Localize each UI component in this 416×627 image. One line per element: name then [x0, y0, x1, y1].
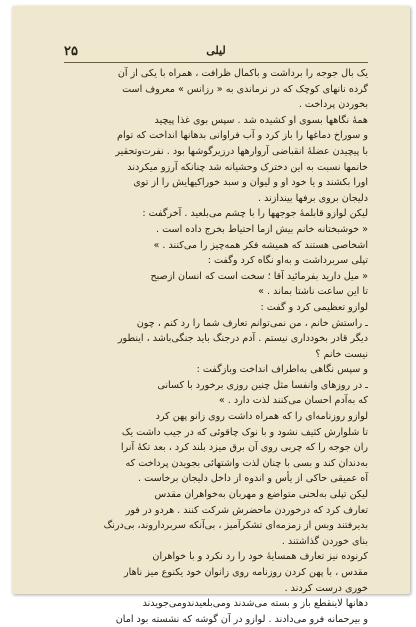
text-line: تا این ساعت ناشتا بماند . »	[258, 286, 368, 298]
text-line: تا شلوارش کثیف نشود و با نوک چاقوئی که در جیب داشت یک	[121, 426, 368, 438]
text-line: ـ راستش خانم ، من نمی‌توانم تعارف شما را رد کنم ، چون	[136, 317, 368, 329]
running-title: لیلی	[206, 44, 226, 57]
text-line: ران جوجه را که چربی روی آن برق میزد بلند کرد ، بعد تکهٔ آنرا	[120, 442, 368, 454]
text-line: « میل دارید بفرمائید آقا ؛ سخت است که انسان ازصبح	[150, 270, 368, 282]
text-line: و بیرحمانه فرو می‌دادند . لوازو در آن گوشه که نشسته بود امان	[115, 613, 368, 625]
page-number: ۲۵	[64, 44, 78, 59]
text-line: و سوراخ دماغها را باز کرد و آب فراوانی بدهانها انداخت که توام	[117, 130, 368, 142]
text-line: مقدس ، با پهن کردن روزنامه روی زانوان خود یکنوع میز ناهار	[124, 567, 368, 578]
body-text	[64, 66, 368, 627]
text-line: یک بال جوجه را برداشت و باکمال ظرافت ، همراه با یکی از آن	[117, 68, 368, 79]
text-line: با پیچیدن عضلهٔ انقباضی آروارهها درزیرگوشها بود . نفرت‌وتحقیر	[115, 145, 368, 157]
text-line: کرنوده نیز تعارف همسایهٔ خود را رد نکرد و با خواهران	[152, 551, 368, 563]
text-line: همهٔ نگاهها بسوی او کشیده شد . سپس بوی غذا پیچید	[154, 114, 368, 126]
text-line: خانمها نسبت به این دخترک وحشیانه شد چنانکه آرزو میکردند	[127, 161, 368, 173]
text-line: دهانها لاینقطع باز و بسته می‌شدند ومی‌بلعیدندومی‌جویدند	[142, 598, 368, 610]
text-line: دیگر قادر بخودداری نیستم . آدم درجنگ باید جنگی‌باشد ، اینطور	[117, 333, 368, 345]
text-line: و سپس نگاهی به‌اطراف انداخت وبازگفت :	[196, 364, 368, 376]
page-header	[64, 44, 368, 63]
text-line: خوری درست کردند .	[284, 582, 368, 594]
text-line: که به‌آدم احسان می‌کنند لذت دارد . »	[218, 395, 368, 407]
text-line: نیست خانم ؟	[315, 348, 368, 360]
text-line: به‌دندان کند و بسی با چنان لذت واشتهائی بجویدن پرداخت که	[125, 457, 368, 469]
book-page	[12, 6, 410, 625]
text-line: تعارف کرد که درخوردن ماحضرش شرکت کنند . هردو در فور	[125, 504, 368, 516]
text-line: تپلی سربرداشت و به‌او نگاه کرد وگفت :	[207, 255, 368, 267]
text-line: بخوردن پرداخت .	[298, 99, 368, 111]
text-line: بدیرفتند وبس از زمزمه‌ای تشکرآمیز ، بی‌آنکه سربرداروند، بی‌درنگ	[103, 520, 368, 532]
text-line: لیکن لوازو قابلمهٔ جوجهها را با چشم می‌بلعید . آخرگفت :	[142, 208, 368, 220]
text-line: بنای خوردن گذاشتند .	[281, 535, 368, 547]
text-line: دلیجان بروی برفها بیندازند .	[257, 192, 368, 204]
text-line: لوازو روزنامه‌ای را که همراه داشت روی زانو پهن کرد	[155, 411, 368, 423]
text-line: « خوشبختانه خانم بیش ازما احتیاط بخرج داده است .	[156, 223, 368, 235]
text-line: ـ در روزهای وانفسا مثل چنین روزی برخورد با کسانی	[157, 379, 368, 391]
text-line: لوازو تعظیمی کرد و گفت :	[260, 301, 368, 313]
text-line: اشخاصی هستند که همیشه فکر همه‌چیز را می‌کنند . »	[153, 239, 368, 251]
text-line: آه عمیقی حاکی از یأس و اندوه از داخل دلیجان برخاست .	[138, 473, 368, 485]
text-line: اورا بکشند و یا خود او و لیوان و سبد خوراکیهایش را از توی	[133, 177, 368, 189]
text-line: لیکن تپلی به‌لحنی متواضع و مهربان به‌خواهران مقدس	[154, 489, 368, 501]
text-line: گرده نانهای کوچک که در نرماندی به « رزانس » معروف است	[122, 83, 368, 95]
